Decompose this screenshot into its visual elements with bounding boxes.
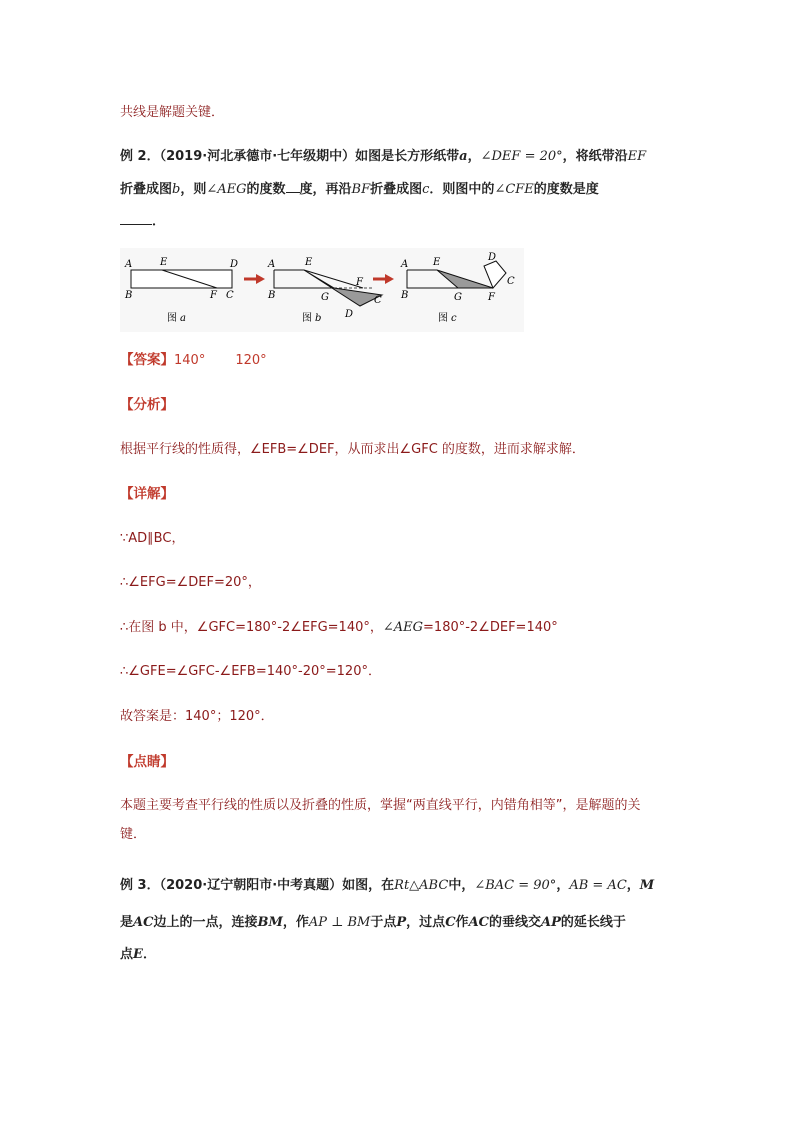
var-ac: AC bbox=[133, 915, 154, 930]
example3-line1 bbox=[120, 877, 684, 895]
answer-blank bbox=[286, 180, 300, 193]
answer-label: 【答案】 bbox=[120, 352, 174, 368]
caption-c: 图 bbox=[438, 313, 448, 324]
example2-text: 的度数是度 bbox=[533, 182, 599, 197]
answer-line bbox=[120, 351, 684, 370]
example3-text: 的延长线于 bbox=[560, 915, 626, 930]
label-b: B bbox=[125, 290, 133, 301]
detail-label: 【详解】 bbox=[120, 486, 174, 502]
caption-b-var: b bbox=[315, 313, 322, 324]
triangle-abc: △ABC bbox=[409, 878, 449, 893]
example3-text: ， bbox=[556, 878, 570, 893]
caption-a: 图 bbox=[167, 313, 177, 324]
example3-line2 bbox=[120, 914, 684, 932]
example3-text: 是 bbox=[120, 915, 134, 930]
example3-text: ． bbox=[142, 947, 156, 962]
example3-text: ，过点 bbox=[406, 915, 446, 930]
caption-b: 图 bbox=[302, 313, 312, 324]
example2-text: 折叠成图 bbox=[370, 182, 423, 197]
comment-line-2 bbox=[120, 826, 684, 844]
answer-value-2: 120° bbox=[235, 353, 267, 368]
example3-text: 如图，在 bbox=[342, 878, 395, 893]
detail-heading bbox=[120, 485, 684, 504]
detail-line-4 bbox=[120, 663, 684, 681]
intro-line bbox=[120, 104, 684, 122]
var-m: M bbox=[639, 878, 655, 893]
example3-source: （2020·辽宁朝阳市·中考真题） bbox=[159, 878, 343, 893]
var-c: C bbox=[445, 915, 456, 930]
var-ap: AP bbox=[541, 915, 561, 930]
detail-step: ∴∠EFG=∠DEF=20°， bbox=[120, 575, 261, 590]
comment-heading bbox=[120, 753, 684, 772]
caption-c-var: c bbox=[451, 313, 457, 324]
answer-blank bbox=[120, 212, 152, 225]
example2-line2 bbox=[120, 180, 684, 199]
angle-aeg: ∠AEG bbox=[382, 620, 424, 635]
angle-aeg: ∠AEG bbox=[206, 182, 247, 197]
var-ef: EF bbox=[627, 149, 647, 164]
analysis-text bbox=[120, 441, 684, 459]
example3-line3 bbox=[120, 946, 684, 964]
angle-cfe: ∠CFE bbox=[494, 182, 534, 197]
label-b: B bbox=[268, 290, 276, 301]
label-f: F bbox=[210, 290, 217, 301]
example2-text: ， bbox=[467, 149, 481, 164]
label-f: F bbox=[488, 292, 495, 303]
example2-text: ，将纸带沿 bbox=[562, 149, 628, 164]
example2-text: ．则图中的 bbox=[429, 182, 495, 197]
var-c: c bbox=[422, 182, 430, 197]
analysis-body: 根据平行线的性质得，∠EFB=∠DEF，从而求出∠GFC 的度数，进而求解求解． bbox=[120, 442, 585, 457]
detail-step: 故答案是：140°；120°． bbox=[120, 709, 274, 724]
angle-def: ∠DEF = 20° bbox=[480, 149, 563, 164]
example2-number: 例 2． bbox=[120, 149, 160, 164]
detail-step: =180°-2∠DEF=140° bbox=[423, 620, 558, 635]
detail-step: ∴在图 b 中，∠GFC=180°-2∠EFG=140°， bbox=[120, 620, 383, 635]
comment-label: 【点睛】 bbox=[120, 754, 174, 770]
example3-text: 中， bbox=[448, 878, 475, 893]
detail-step: ∴∠GFE=∠GFC-∠EFB=140°-20°=120°． bbox=[120, 664, 381, 679]
detail-line-2 bbox=[120, 574, 684, 592]
strip-a bbox=[131, 270, 232, 288]
detail-line-1 bbox=[120, 530, 684, 548]
angle-bac: ∠BAC = 90° bbox=[474, 878, 557, 893]
example2-text: 折叠成图 bbox=[120, 182, 173, 197]
label-d: D bbox=[345, 309, 354, 320]
var-p: P bbox=[396, 915, 407, 930]
example3-text: ， bbox=[626, 878, 640, 893]
comment-line-1 bbox=[120, 797, 684, 815]
example2-line3 bbox=[120, 212, 684, 231]
label-f: F bbox=[356, 277, 363, 288]
example2-text: 如图是长方形纸带 bbox=[355, 149, 460, 164]
label-c: C bbox=[507, 276, 515, 287]
detail-line-5 bbox=[120, 708, 684, 726]
comment-text: 键． bbox=[120, 827, 147, 842]
example3-text: 的垂线交 bbox=[489, 915, 542, 930]
example3-text: 边上的一点，连接 bbox=[153, 915, 258, 930]
label-a: A bbox=[125, 259, 133, 270]
example2-line1 bbox=[120, 148, 684, 166]
var-e: E bbox=[133, 947, 143, 962]
answer-value-1: 140° bbox=[174, 353, 206, 368]
detail-step: ∵AD∥BC， bbox=[120, 531, 185, 546]
analysis-label: 【分析】 bbox=[120, 397, 174, 413]
example2-text: 度，再沿 bbox=[299, 182, 352, 197]
analysis-heading bbox=[120, 396, 684, 415]
example3-text: ，作 bbox=[282, 915, 309, 930]
fold-figure bbox=[120, 248, 524, 332]
var-bf: BF bbox=[351, 182, 371, 197]
comment-text: 本题主要考查平行线的性质以及折叠的性质，掌握“两直线平行，内错角相等”，是解题的关 bbox=[120, 798, 641, 813]
eq-ab-ac: AB = AC bbox=[569, 878, 627, 893]
label-e: E bbox=[160, 257, 168, 268]
example3-text: 点 bbox=[120, 947, 134, 962]
example2-text: ． bbox=[152, 214, 166, 229]
label-a: A bbox=[268, 259, 276, 270]
var-b: b bbox=[172, 182, 181, 197]
var-ac: AC bbox=[468, 915, 489, 930]
example3-text: 于点 bbox=[370, 915, 397, 930]
var-rt: Rt bbox=[394, 878, 410, 893]
label-e: E bbox=[433, 257, 441, 268]
label-b: B bbox=[401, 290, 409, 301]
var-a: a bbox=[459, 149, 468, 164]
var-bm: BM bbox=[257, 915, 283, 930]
example2-text: 的度数 bbox=[246, 182, 286, 197]
example3-number: 例 3． bbox=[120, 878, 160, 893]
label-c: C bbox=[226, 290, 234, 301]
label-e: E bbox=[305, 257, 313, 268]
label-d: D bbox=[488, 252, 497, 263]
example2-text: ，则 bbox=[180, 182, 207, 197]
caption-a-var: a bbox=[180, 313, 186, 324]
label-d: D bbox=[230, 259, 239, 270]
detail-line-3 bbox=[120, 619, 684, 637]
eq-ap-perp-bm: AP ⊥ BM bbox=[308, 915, 371, 930]
label-g: G bbox=[454, 292, 462, 303]
intro-text: 共线是解题关键． bbox=[120, 105, 225, 120]
example2-source: （2019·河北承德市·七年级期中） bbox=[159, 149, 356, 164]
example3-text: 作 bbox=[455, 915, 469, 930]
label-c: C bbox=[374, 295, 382, 306]
label-a: A bbox=[401, 259, 409, 270]
label-g: G bbox=[321, 292, 329, 303]
